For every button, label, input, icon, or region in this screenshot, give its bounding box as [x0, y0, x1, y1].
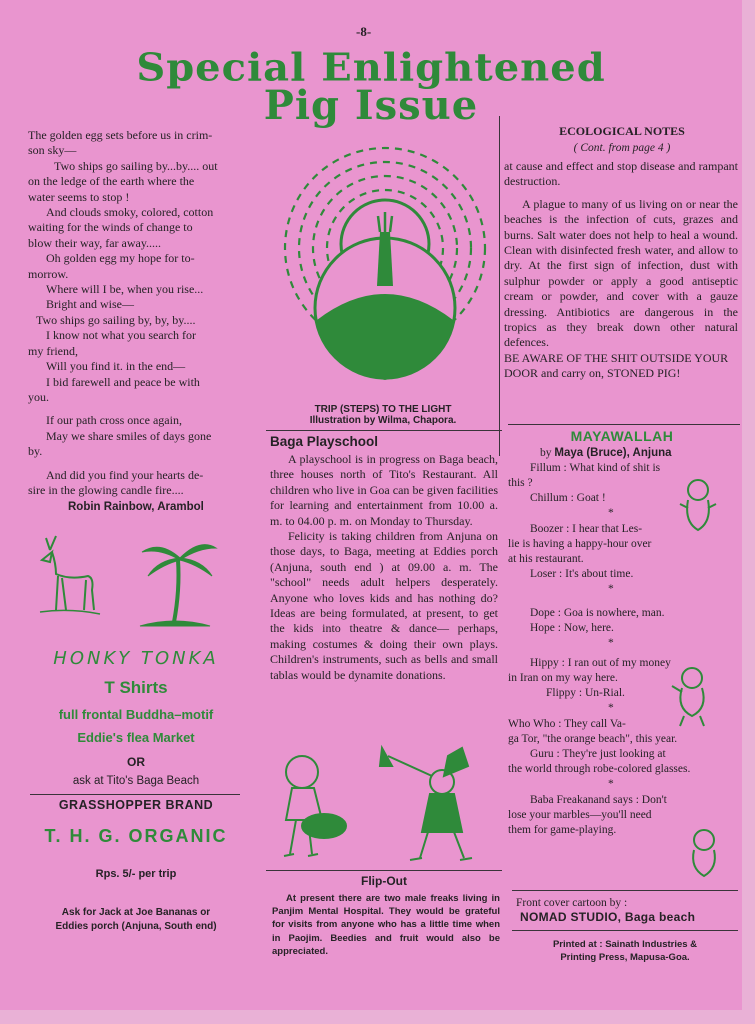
trumpeter-icon: [380, 748, 472, 860]
musicians-cartoon: [272, 742, 482, 870]
poem-line: son sky—: [28, 143, 77, 158]
poem-line: Bright and wise—: [46, 297, 134, 312]
divider: [30, 794, 240, 795]
price-label: Rps. 5/- per trip: [95, 868, 177, 880]
page-number: -8-: [356, 24, 372, 39]
divider: [266, 430, 502, 431]
deer-and-palm-illustration: [30, 530, 240, 635]
poem-line: Where will I be, when you rise...: [46, 282, 204, 297]
poem-line: Oh golden egg my hope for to-: [46, 251, 195, 266]
grasshopper-brand: GRASSHOPPER BRAND: [58, 798, 214, 812]
poem-line: you.: [28, 389, 49, 404]
small-figure-icon: [674, 474, 724, 536]
small-figure-icon: [682, 826, 728, 882]
poem-line: by.: [28, 444, 43, 459]
poem-line: blow their way, far away.....: [28, 235, 162, 250]
ecological-continued: ( Cont. from page 4 ): [573, 142, 671, 154]
poem-line: on the ledge of the earth where the: [28, 174, 195, 189]
cover-credit-studio: NOMAD STUDIO, Baga beach: [520, 910, 696, 924]
divider: [499, 116, 500, 456]
or-label: OR: [127, 755, 145, 769]
honky-tonka-logo: HONKY TONKA: [53, 648, 219, 669]
divider: [508, 424, 740, 425]
thg-organic: T. H. G. ORGANIC: [44, 826, 228, 846]
poem-line: Two ships go sailing by...by.... out: [54, 158, 218, 173]
palm-tree-icon: [140, 545, 216, 626]
poem-line: May we share smiles of days gone: [46, 428, 212, 443]
ecological-paragraph: at cause and effect and stop disease and rampant destruction.: [504, 159, 738, 189]
titos-label: ask at Tito's Baga Beach: [72, 775, 200, 787]
drummer-boy-icon: [284, 756, 346, 856]
poem-line: sire in the glowing candle fire....: [28, 482, 184, 497]
trip-to-the-light-illustration: [268, 128, 498, 400]
flipout-heading: Flip-Out: [361, 874, 407, 888]
headline-line-1: Special Enlightened: [136, 45, 606, 90]
mayawallah-byline: by Maya (Bruce), Anjuna: [540, 447, 672, 459]
mayawallah-heading: MAYAWALLAH: [570, 428, 674, 444]
poem: [28, 128, 240, 516]
illustration-caption: TRIP (STEPS) TO THE LIGHT Illustration by Wilma, Chapora.: [309, 404, 457, 426]
poem-line: I bid farewell and peace be with: [46, 374, 200, 389]
poem-line: morrow.: [28, 266, 69, 281]
poem-line: Two ships go sailing by, by, by....: [36, 312, 196, 327]
small-figure-icon: [664, 664, 720, 730]
poem-line: If our path cross once again,: [46, 413, 182, 428]
poem-line: my friend,: [28, 343, 78, 358]
poem-line: And clouds smoky, colored, cotton: [46, 205, 214, 220]
t-shirts-label: T Shirts: [104, 678, 168, 697]
headline-line-2: Pig Issue: [263, 82, 479, 129]
buddha-motif-label: full frontal Buddha–motif: [58, 707, 214, 722]
ecological-paragraph: A plague to many of us living on or near the beaches is the infection of cuts, grazes and burns. Salt water does not help to heal a wound. Clean with disinfected fresh water, and allow to dry. At the first sign of infection, dust with sulphur powder or apply a good antiseptic cream or powder, and cover with a gauze dressing. Antibiotics are dangerous in the tropics as they break down other natural defences.: [504, 196, 738, 350]
playschool-article: [270, 452, 498, 683]
poem-author: Robin Rainbow, Arambol: [68, 501, 204, 514]
poem-line: water seems to stop !: [28, 189, 130, 204]
divider: [512, 890, 738, 891]
jack-contact: Ask for Jack at Joe Bananas or Eddies porch (Anjuna, South end): [55, 907, 217, 932]
flea-market-label: Eddie's flea Market: [77, 730, 195, 745]
cover-credit-label: Front cover cartoon by :: [516, 897, 628, 909]
poem-line: waiting for the winds of change to: [28, 220, 193, 235]
mayawallah-dialogue: Fillum : What kind of shit is this ? Chillum : Goat ! * Boozer : I hear that Les- lie is having a happy-hour over at his restaurant. Loser : It's about time. * Dope : Goa is nowhere, man. Hope : Now, here. * Hippy : I ran out of my money in Iran on my way here. Flippy : Un-Rial. * Who Who : They call Va- ga Tor, "the orange beach", this year. Guru : They're just looking at the world through robe-colored glasses. * Baba Freakanand says : Don't lose your marbles—you'll need them for game-playing.: [508, 462, 691, 836]
divider: [266, 870, 502, 871]
poem-line: And did you find your hearts de-: [46, 467, 204, 482]
poem-line: The golden egg sets before us in crim-: [28, 128, 213, 142]
playschool-paragraph: Felicity is taking children from Anjuna on those days, to Baga, meeting at Eddies porch (Anjuna, south end ) at 09.00 a. m. The "school" needs adult helpers desperately. Anyone who loves kids and has nothing do? Ideas are being formulated, at present, to get the kids into theatre & dance— perhaps, making costumes & doing their own plays. Children's instruments, such as bells and small tablas would be dynamite donations.: [270, 529, 498, 682]
playschool-paragraph: A playschool is in progress on Baga beach, three houses north of Tito's Restaurant. All children who live in Goa can be given facilities for learning and entertainment from 10.00 a. m. to 04.00 p. m. on Monday to Thursday.: [270, 452, 498, 528]
ecological-warning: BE AWARE OF THE SHIT OUTSIDE YOUR DOOR and carry on, STONED PIG!: [504, 350, 729, 381]
poem-line: Will you find it. in the end—: [46, 359, 186, 374]
printer-credit: Printed at : Sainath Industries & Printing Press, Mapusa-Goa.: [552, 939, 698, 963]
poem-line: I know not what you search for: [46, 328, 196, 343]
ecological-heading: ECOLOGICAL NOTES: [559, 124, 685, 138]
deer-icon: [40, 536, 100, 614]
playschool-heading: Baga Playschool: [270, 434, 379, 449]
divider: [512, 930, 738, 931]
flipout-text: At present there are two male freaks living in Panjim Mental Hospital. They would be grateful for visits from anyone who has a little time when in Paojim. Beedies and fruit would also be appreciated.: [272, 893, 500, 957]
ecological-article: [504, 159, 738, 382]
